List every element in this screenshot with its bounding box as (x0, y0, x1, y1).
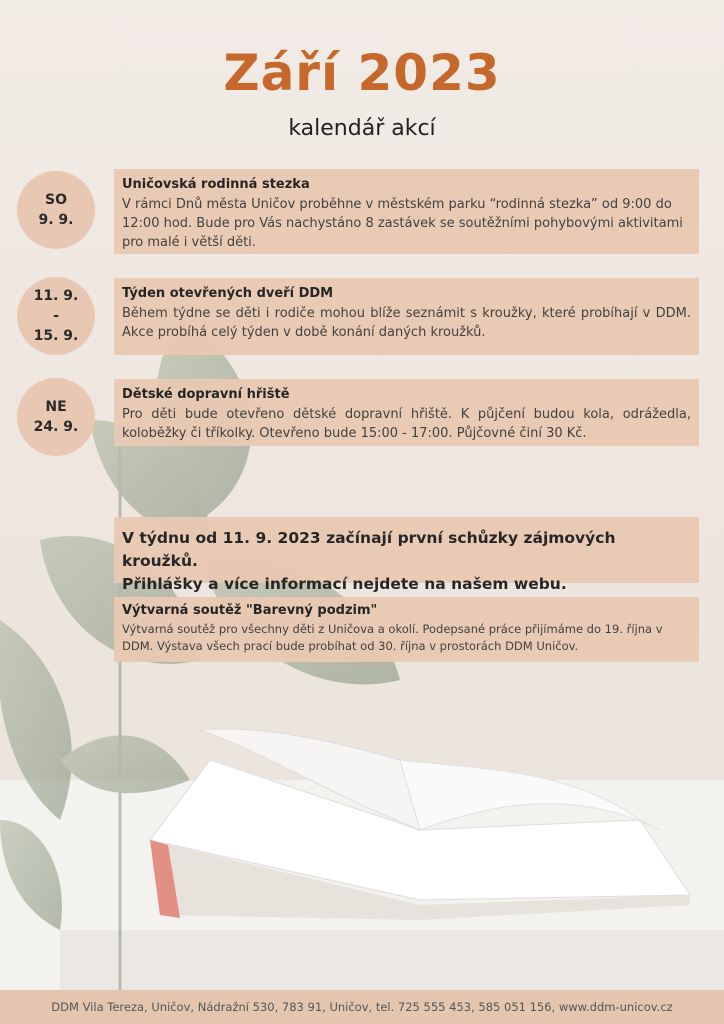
page-subtitle: kalendář akcí (288, 116, 436, 141)
event-text: Pro děti bude otevřeno dětské dopravní hřiště. K půjčení budou kola, odrážedla, koloběžky či tříkolky. Otevřeno bude 15:00 - 17:00. Půjčovné činí 30 Kč. (122, 407, 691, 441)
event-title: Týden otevřených dveří DDM (122, 286, 334, 301)
date-value: 9. 9. (38, 212, 74, 228)
event-card (114, 169, 699, 254)
date-start: 11. 9. (33, 288, 79, 304)
page-title: Září 2023 (223, 44, 501, 102)
notice-line-2: Přihlášky a více informací nejdete na našem webu. (122, 575, 567, 593)
contest-text: Výtvarná soutěž pro všechny děti z Uničova a okolí. Podepsané práce přijímáme do 19. října v DDM. Výstava všech prací bude probíhat od 30. října v prostorách DDM Uničov. (122, 622, 663, 653)
footer-contact: DDM Vila Tereza, Uničov, Nádražní 530, 783 91, Uničov, tel. 725 555 453, 585 051 156, www.ddm-unicov.cz (0, 990, 724, 1024)
date-badge (17, 277, 95, 355)
notice-box (114, 517, 699, 593)
contest-box (114, 597, 699, 662)
event-text: V rámci Dnů města Uničov proběhne v městském parku “rodinná stezka” od 9:00 do 12:00 hod. Bude pro Vás nachystáno 8 zastávek se soutěžními pohybovými aktivitami pro malé i větší děti. (122, 197, 683, 250)
date-separator: - (53, 308, 59, 324)
date-value: 24. 9. (33, 419, 79, 435)
date-day-label: NE (45, 399, 67, 415)
date-badge (17, 378, 95, 456)
notice-line-1: V týdnu od 11. 9. 2023 začínají první schůzky zájmových kroužků. (122, 529, 616, 570)
event-card (114, 379, 699, 446)
event-title: Uničovská rodinná stezka (122, 177, 310, 192)
date-badge (17, 171, 95, 249)
date-day-label: SO (45, 192, 67, 208)
event-card (114, 278, 699, 355)
event-text: Během týdne se děti i rodiče mohou blíže seznámit s kroužky, které probíhají v DDM. Akce probíhá celý týden v době konání daných kroužků. (122, 306, 691, 340)
contest-title: Výtvarná soutěž "Barevný podzim" (122, 603, 378, 618)
date-end: 15. 9. (33, 328, 79, 344)
event-title: Dětské dopravní hřiště (122, 387, 290, 402)
